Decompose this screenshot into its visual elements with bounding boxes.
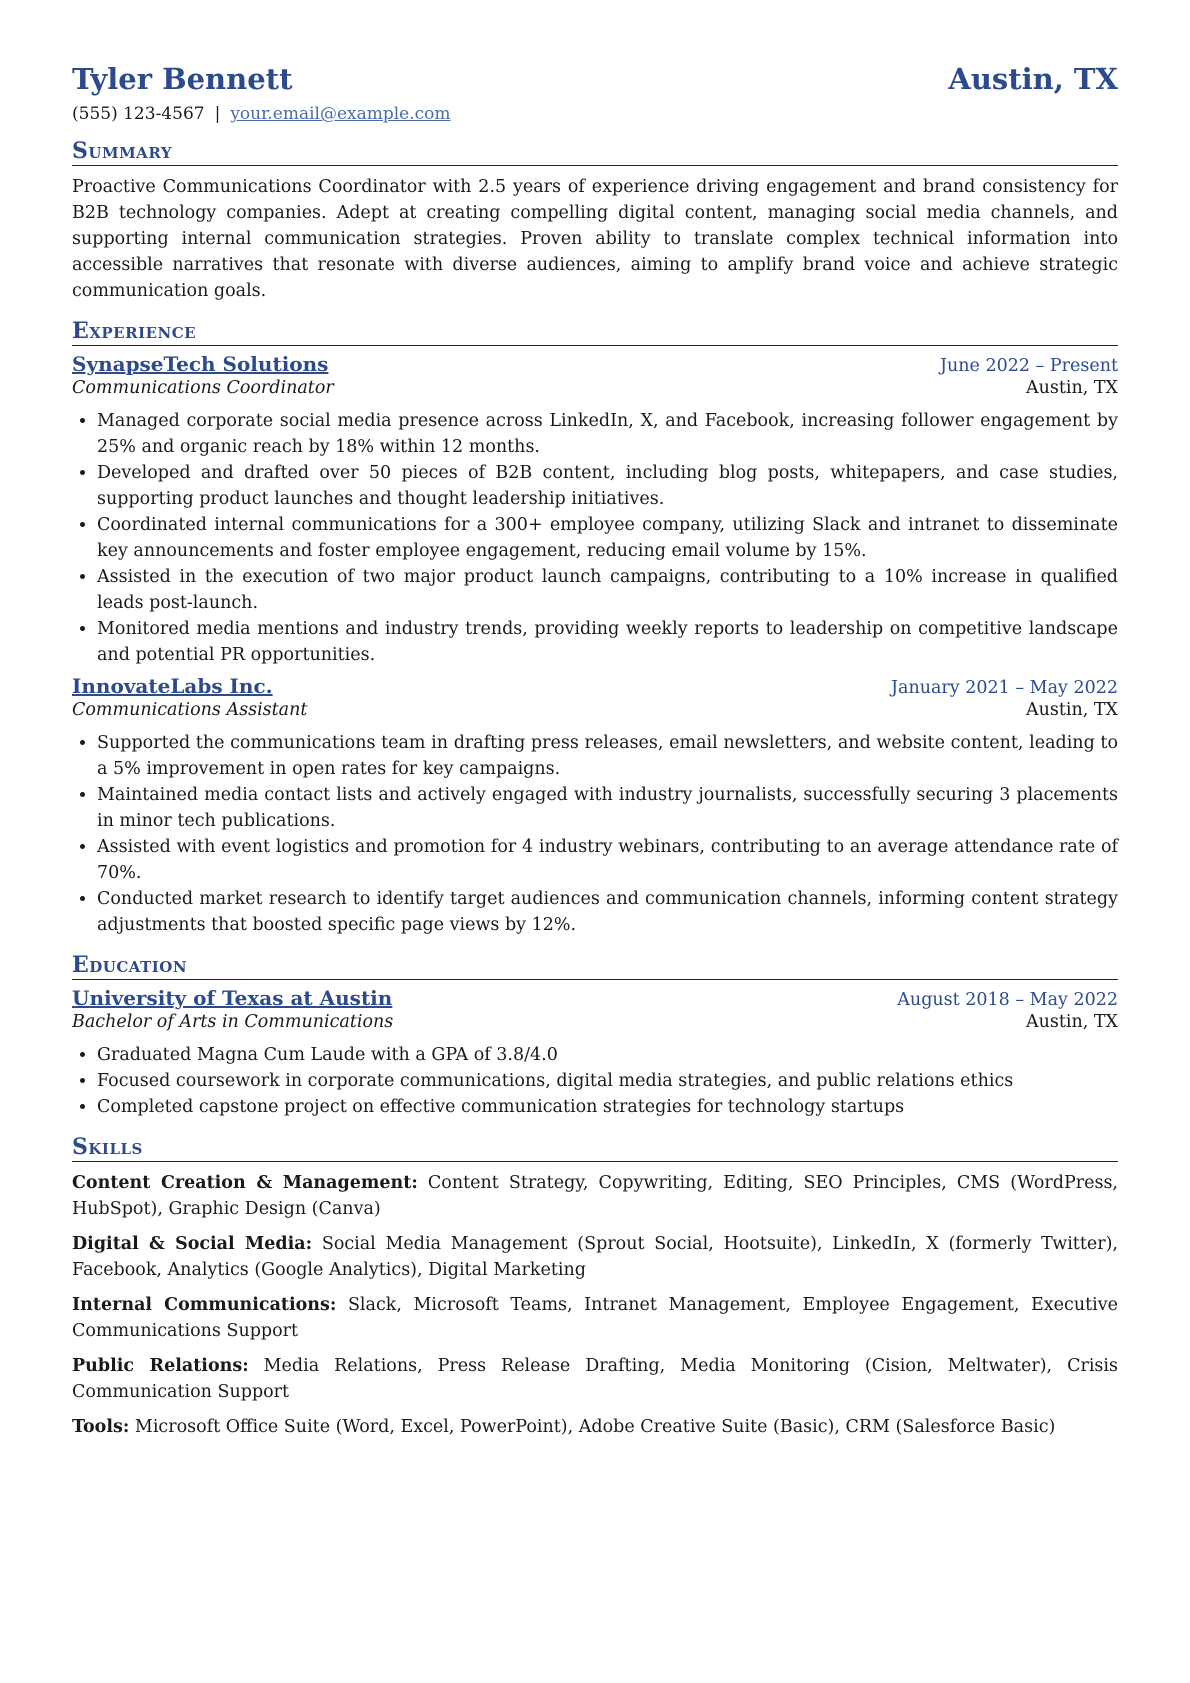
list-item: • Conducted market research to identify target audiences and communication channels, informing content strategy adjustments that boosted specific page views by 12%.: [97, 886, 1118, 938]
phone-number: (555) 123-4567: [72, 104, 205, 124]
entry-dates: August 2018 – May 2022: [897, 990, 1118, 1010]
entry-header: [72, 352, 1118, 376]
candidate-name: Tyler Bennett: [72, 62, 293, 96]
email-link[interactable]: your.email@example.com: [230, 104, 451, 124]
skill-row: [72, 1353, 1118, 1405]
skill-row: [72, 1231, 1118, 1283]
list-item: • Focused coursework in corporate communications, digital media strategies, and public relations ethics: [97, 1068, 1118, 1094]
contact-line: [72, 104, 1118, 124]
experience-entry: [72, 674, 1118, 938]
list-item: • Coordinated internal communications for a 300+ employee company, utilizing Slack and intranet to disseminate key announcements and foster employee engagement, reducing email volume by 15%.: [97, 512, 1118, 564]
entry-subheader: [72, 1012, 1118, 1032]
list-item: • Assisted in the execution of two major product launch campaigns, contributing to a 10% increase in qualified leads post-launch.: [97, 564, 1118, 616]
skill-text: Social Media Management (Sprout Social, Hootsuite), LinkedIn, X (formerly Twitter), Facebook, Analytics (Google Analytics), Digital Marketing: [72, 1234, 1118, 1280]
list-item: • Developed and drafted over 50 pieces of B2B content, including blog posts, whitepapers, and case studies, supporting product launches and thought leadership initiatives.: [97, 460, 1118, 512]
section-title-summary: Summary: [72, 138, 1118, 166]
skill-label: Digital & Social Media:: [72, 1234, 313, 1254]
list-item: • Assisted with event logistics and promotion for 4 industry webinars, contributing to an average attendance rate of 70%.: [97, 834, 1118, 886]
list-item: • Supported the communications team in drafting press releases, email newsletters, and website content, leading to a 5% improvement in open rates for key campaigns.: [97, 730, 1118, 782]
skill-row: [72, 1414, 1118, 1440]
entry-header: [72, 674, 1118, 698]
entry-subheader: [72, 378, 1118, 398]
skill-label: Content Creation & Management:: [72, 1173, 418, 1193]
summary-text: Proactive Communications Coordinator with 2.5 years of experience driving engagement and brand consistency for B2B technology companies. Adept at creating compelling digital content, managing social media channels, and supporting internal communication strategies. Proven ability to translate complex technical information into accessible narratives that resonate with diverse audiences, aiming to amplify brand voice and achieve strategic communication goals.: [72, 177, 1118, 301]
list-item: • Maintained media contact lists and actively engaged with industry journalists, successfully securing 3 placements in minor tech publications.: [97, 782, 1118, 834]
bullet-list: [72, 730, 1118, 938]
section-title-skills: Skills: [72, 1134, 1118, 1162]
school-link[interactable]: University of Texas at Austin: [72, 986, 393, 1010]
skill-label: Public Relations:: [72, 1356, 249, 1376]
skill-label: Internal Communications:: [72, 1295, 337, 1315]
skills-list: [72, 1170, 1118, 1440]
job-title: Communications Coordinator: [72, 378, 334, 398]
job-title: Communications Assistant: [72, 700, 308, 720]
entry-header: [72, 986, 1118, 1010]
skill-text: Media Relations, Press Release Drafting, Media Monitoring (Cision, Meltwater), Crisis Communication Support: [72, 1356, 1118, 1402]
employer-link[interactable]: InnovateLabs Inc.: [72, 674, 273, 698]
employer-link[interactable]: SynapseTech Solutions: [72, 352, 329, 376]
contact-separator: |: [214, 104, 221, 124]
section-title-education: Education: [72, 952, 1118, 980]
experience-entry: [72, 352, 1118, 668]
skill-text: Content Strategy, Copywriting, Editing, SEO Principles, CMS (WordPress, HubSpot), Graphic Design (Canva): [72, 1173, 1118, 1219]
list-item: • Completed capstone project on effective communication strategies for technology startups: [97, 1094, 1118, 1120]
skill-text: Slack, Microsoft Teams, Intranet Management, Employee Engagement, Executive Communications Support: [72, 1295, 1118, 1341]
header: [72, 62, 1118, 96]
bullet-list: [72, 1042, 1118, 1120]
skill-text: Microsoft Office Suite (Word, Excel, PowerPoint), Adobe Creative Suite (Basic), CRM (Salesforce Basic): [134, 1417, 1056, 1437]
skill-label: Tools:: [72, 1417, 130, 1437]
bullet-list: [72, 408, 1118, 668]
list-item: • Graduated Magna Cum Laude with a GPA of 3.8/4.0: [97, 1042, 1118, 1068]
entry-subheader: [72, 700, 1118, 720]
skill-row: [72, 1292, 1118, 1344]
education-entry: [72, 986, 1118, 1120]
entry-location: Austin, TX: [1025, 1012, 1118, 1032]
list-item: • Managed corporate social media presence across LinkedIn, X, and Facebook, increasing follower engagement by 25% and organic reach by 18% within 12 months.: [97, 408, 1118, 460]
entry-dates: January 2021 – May 2022: [891, 678, 1118, 698]
entry-dates: June 2022 – Present: [939, 356, 1118, 376]
degree: Bachelor of Arts in Communications: [72, 1012, 394, 1032]
list-item: • Monitored media mentions and industry trends, providing weekly reports to leadership on competitive landscape and potential PR opportunities.: [97, 616, 1118, 668]
entry-location: Austin, TX: [1025, 700, 1118, 720]
skill-row: [72, 1170, 1118, 1222]
header-location: Austin, TX: [948, 62, 1118, 96]
entry-location: Austin, TX: [1025, 378, 1118, 398]
section-title-experience: Experience: [72, 318, 1118, 346]
